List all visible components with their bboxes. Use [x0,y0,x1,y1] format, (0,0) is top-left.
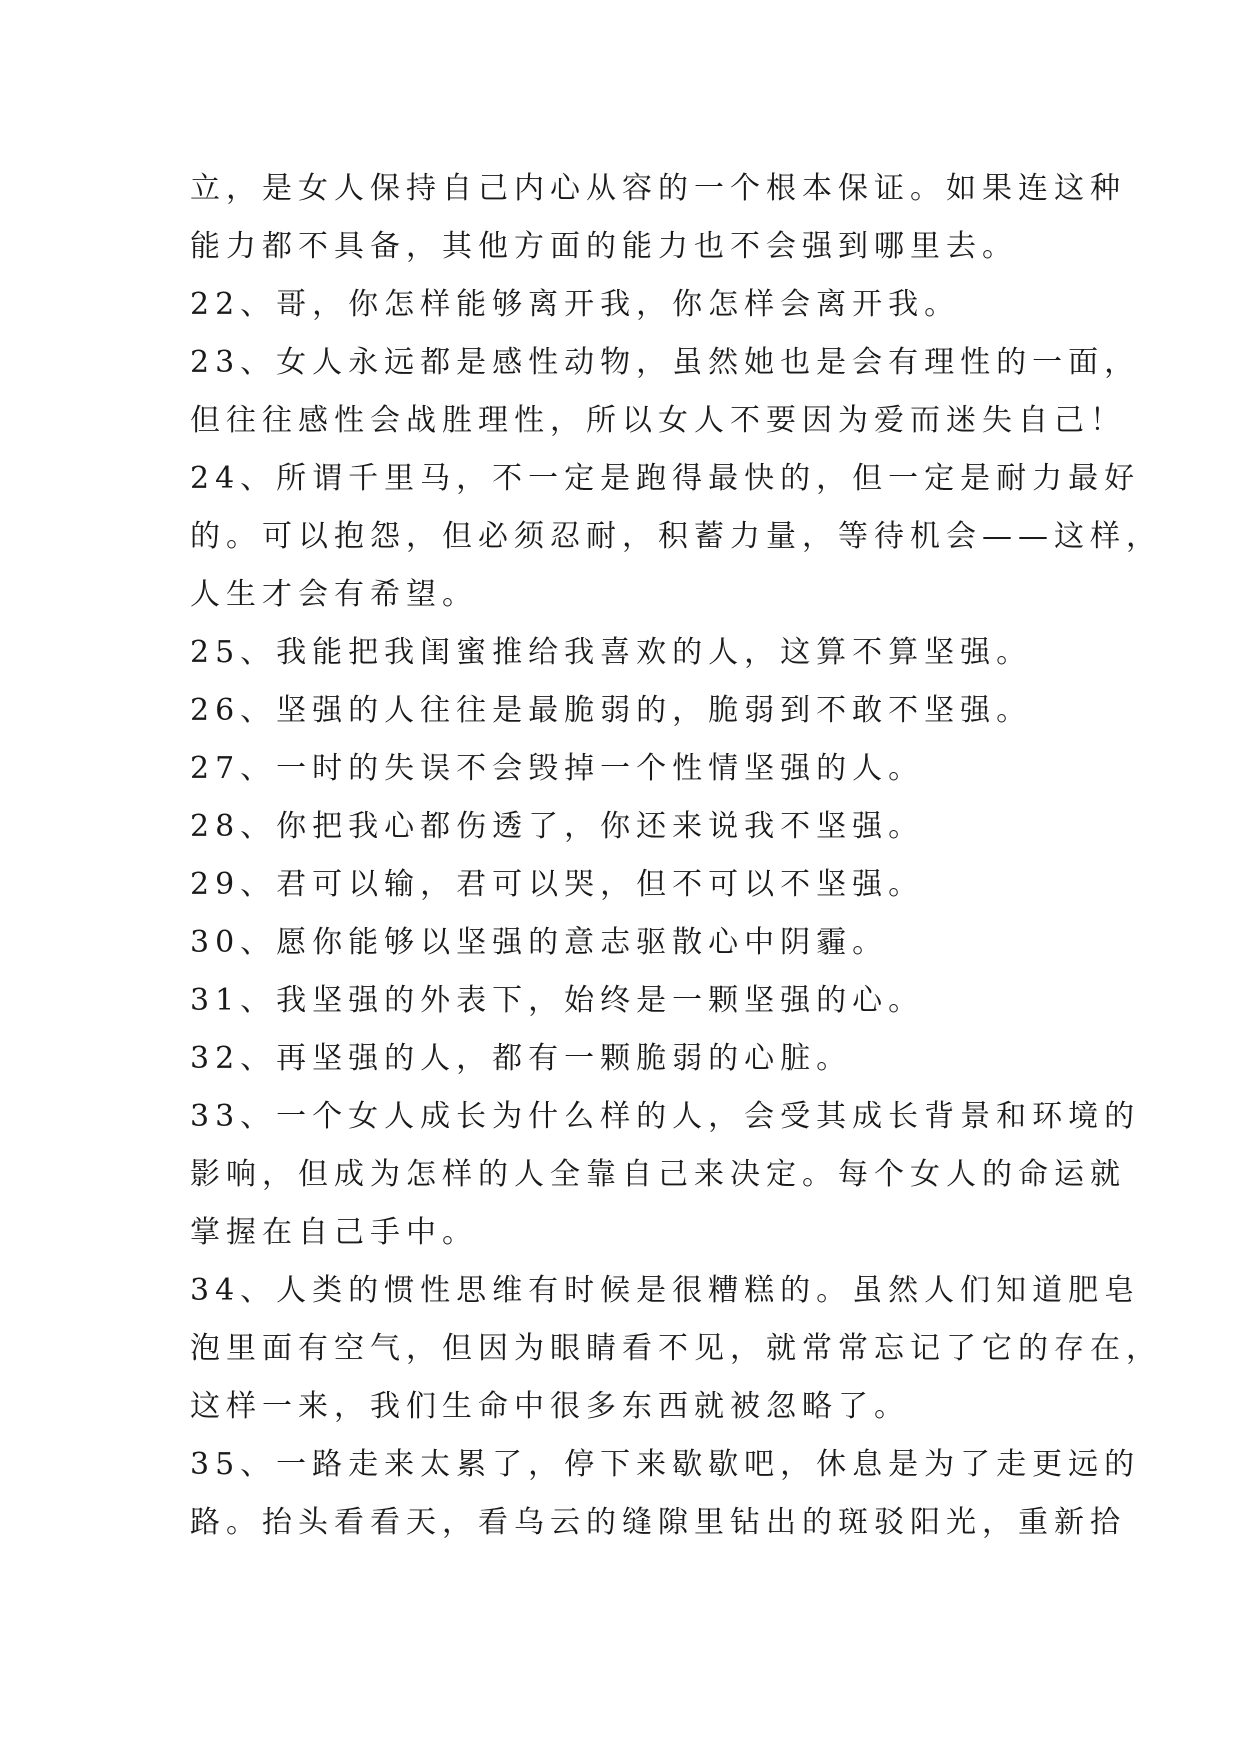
text-line: 35、一路走来太累了，停下来歇歇吧，休息是为了走更远的 [190,1447,1141,1482]
text-line: 30、愿你能够以坚强的意志驱散心中阴霾。 [190,925,889,960]
text-line: 31、我坚强的外表下，始终是一颗坚强的心。 [190,983,925,1018]
text-line: 32、再坚强的人，都有一颗脆弱的心脏。 [190,1041,853,1076]
text-line: 人生才会有希望。 [190,577,478,612]
text-line: 26、坚强的人往往是最脆弱的，脆弱到不敢不坚强。 [190,693,1033,728]
text-line: 24、所谓千里马，不一定是跑得最快的，但一定是耐力最好 [190,461,1141,496]
text-line: 泡里面有空气，但因为眼睛看不见，就常常忘记了它的存在， [190,1331,1162,1366]
text-line: 掌握在自己手中。 [190,1215,478,1250]
text-line: 但往往感性会战胜理性，所以女人不要因为爱而迷失自己！ [190,403,1126,438]
text-line: 34、人类的惯性思维有时候是很糟糕的。虽然人们知道肥皂 [190,1273,1141,1308]
text-line: 33、一个女人成长为什么样的人，会受其成长背景和环境的 [190,1099,1141,1134]
document-body [190,160,1162,1552]
text-line: 路。抬头看看天，看乌云的缝隙里钻出的斑驳阳光，重新拾 [190,1505,1126,1540]
text-line: 影响，但成为怎样的人全靠自己来决定。每个女人的命运就 [190,1157,1126,1192]
text-line: 28、你把我心都伤透了，你还来说我不坚强。 [190,809,925,844]
text-line: 这样一来，我们生命中很多东西就被忽略了。 [190,1389,910,1424]
text-line: 的。可以抱怨，但必须忍耐，积蓄力量，等待机会——这样， [190,519,1162,554]
text-line: 27、一时的失误不会毁掉一个性情坚强的人。 [190,751,925,786]
text-line: 立，是女人保持自己内心从容的一个根本保证。如果连这种 [190,171,1126,206]
text-line: 能力都不具备，其他方面的能力也不会强到哪里去。 [190,229,1018,264]
text-line: 23、女人永远都是感性动物，虽然她也是会有理性的一面， [190,345,1141,380]
text-line: 29、君可以输，君可以哭，但不可以不坚强。 [190,867,925,902]
text-line: 25、我能把我闺蜜推给我喜欢的人，这算不算坚强。 [190,635,1033,670]
text-line: 22、哥，你怎样能够离开我，你怎样会离开我。 [190,287,961,322]
